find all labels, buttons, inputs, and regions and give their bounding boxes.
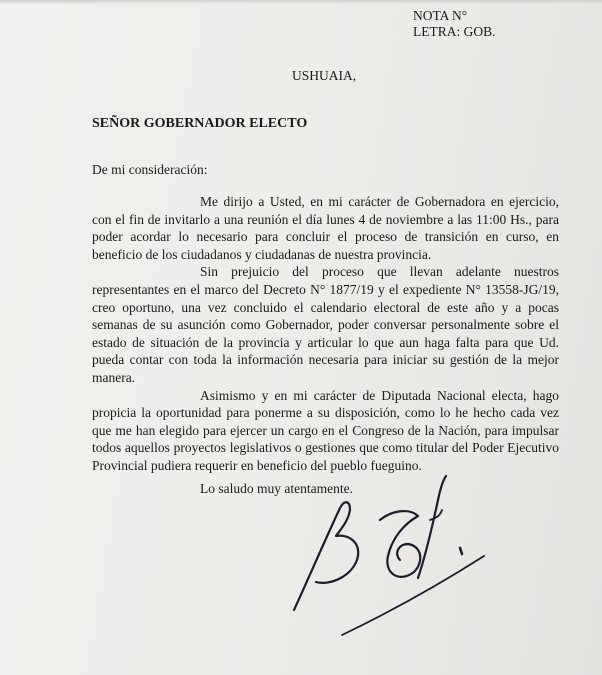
letter-body <box>92 193 559 475</box>
note-letter: LETRA: GOB. <box>413 24 496 39</box>
city-date-line: USHUAIA, <box>292 68 357 83</box>
note-reference <box>413 8 496 40</box>
paragraph-invitation: Me dirijo a Usted, en mi carácter de Gobernadora en ejercicio, con el fin de invitarlo a una reunión el día lunes 4 de noviembre a las 11:00 Hs., para poder acordar lo necesario para concluir el proceso de transición en curso, en beneficio de los ciudadanos y ciudadanas de nuestra provincia. <box>92 194 559 262</box>
addressee-heading: SEÑOR GOBERNADOR ELECTO <box>92 116 308 131</box>
paragraph-offer: Asimismo y en mi carácter de Diputada Nacional electa, hago propicia la oportunidad para ponerme a su disposición, como lo he hecho cada vez que me han elegido para ejercer un cargo en el Congreso de la Nación, para impulsar todos aquellos proyectos legislativos o gestiones que como titular del Poder Ejecutivo Provincial pudiera requerir en beneficio del pueblo fueguino. <box>92 387 559 473</box>
handwritten-signature <box>280 460 510 650</box>
closing-line: Lo saludo muy atentamente. <box>200 481 353 496</box>
paragraph-transition: Sin prejuicio del proceso que llevan adelante nuestros representantes en el marco del Decreto N° 1877/19 y el expediente N° 13558-JG/19, creo oportuno, una vez concluido el calendario electoral de este año y a pocas semanas de su asunción como Gobernador, poder conversar personalmente sobre el estado de situación de la provincia y articular lo que aun haga falta para que Ud. pueda contar con toda la información necesaria para iniciar su gestión de la mejor manera. <box>92 264 559 385</box>
note-number: NOTA N° <box>413 8 468 23</box>
greeting-line: De mi consideración: <box>92 162 208 177</box>
paper-edge <box>0 0 602 4</box>
